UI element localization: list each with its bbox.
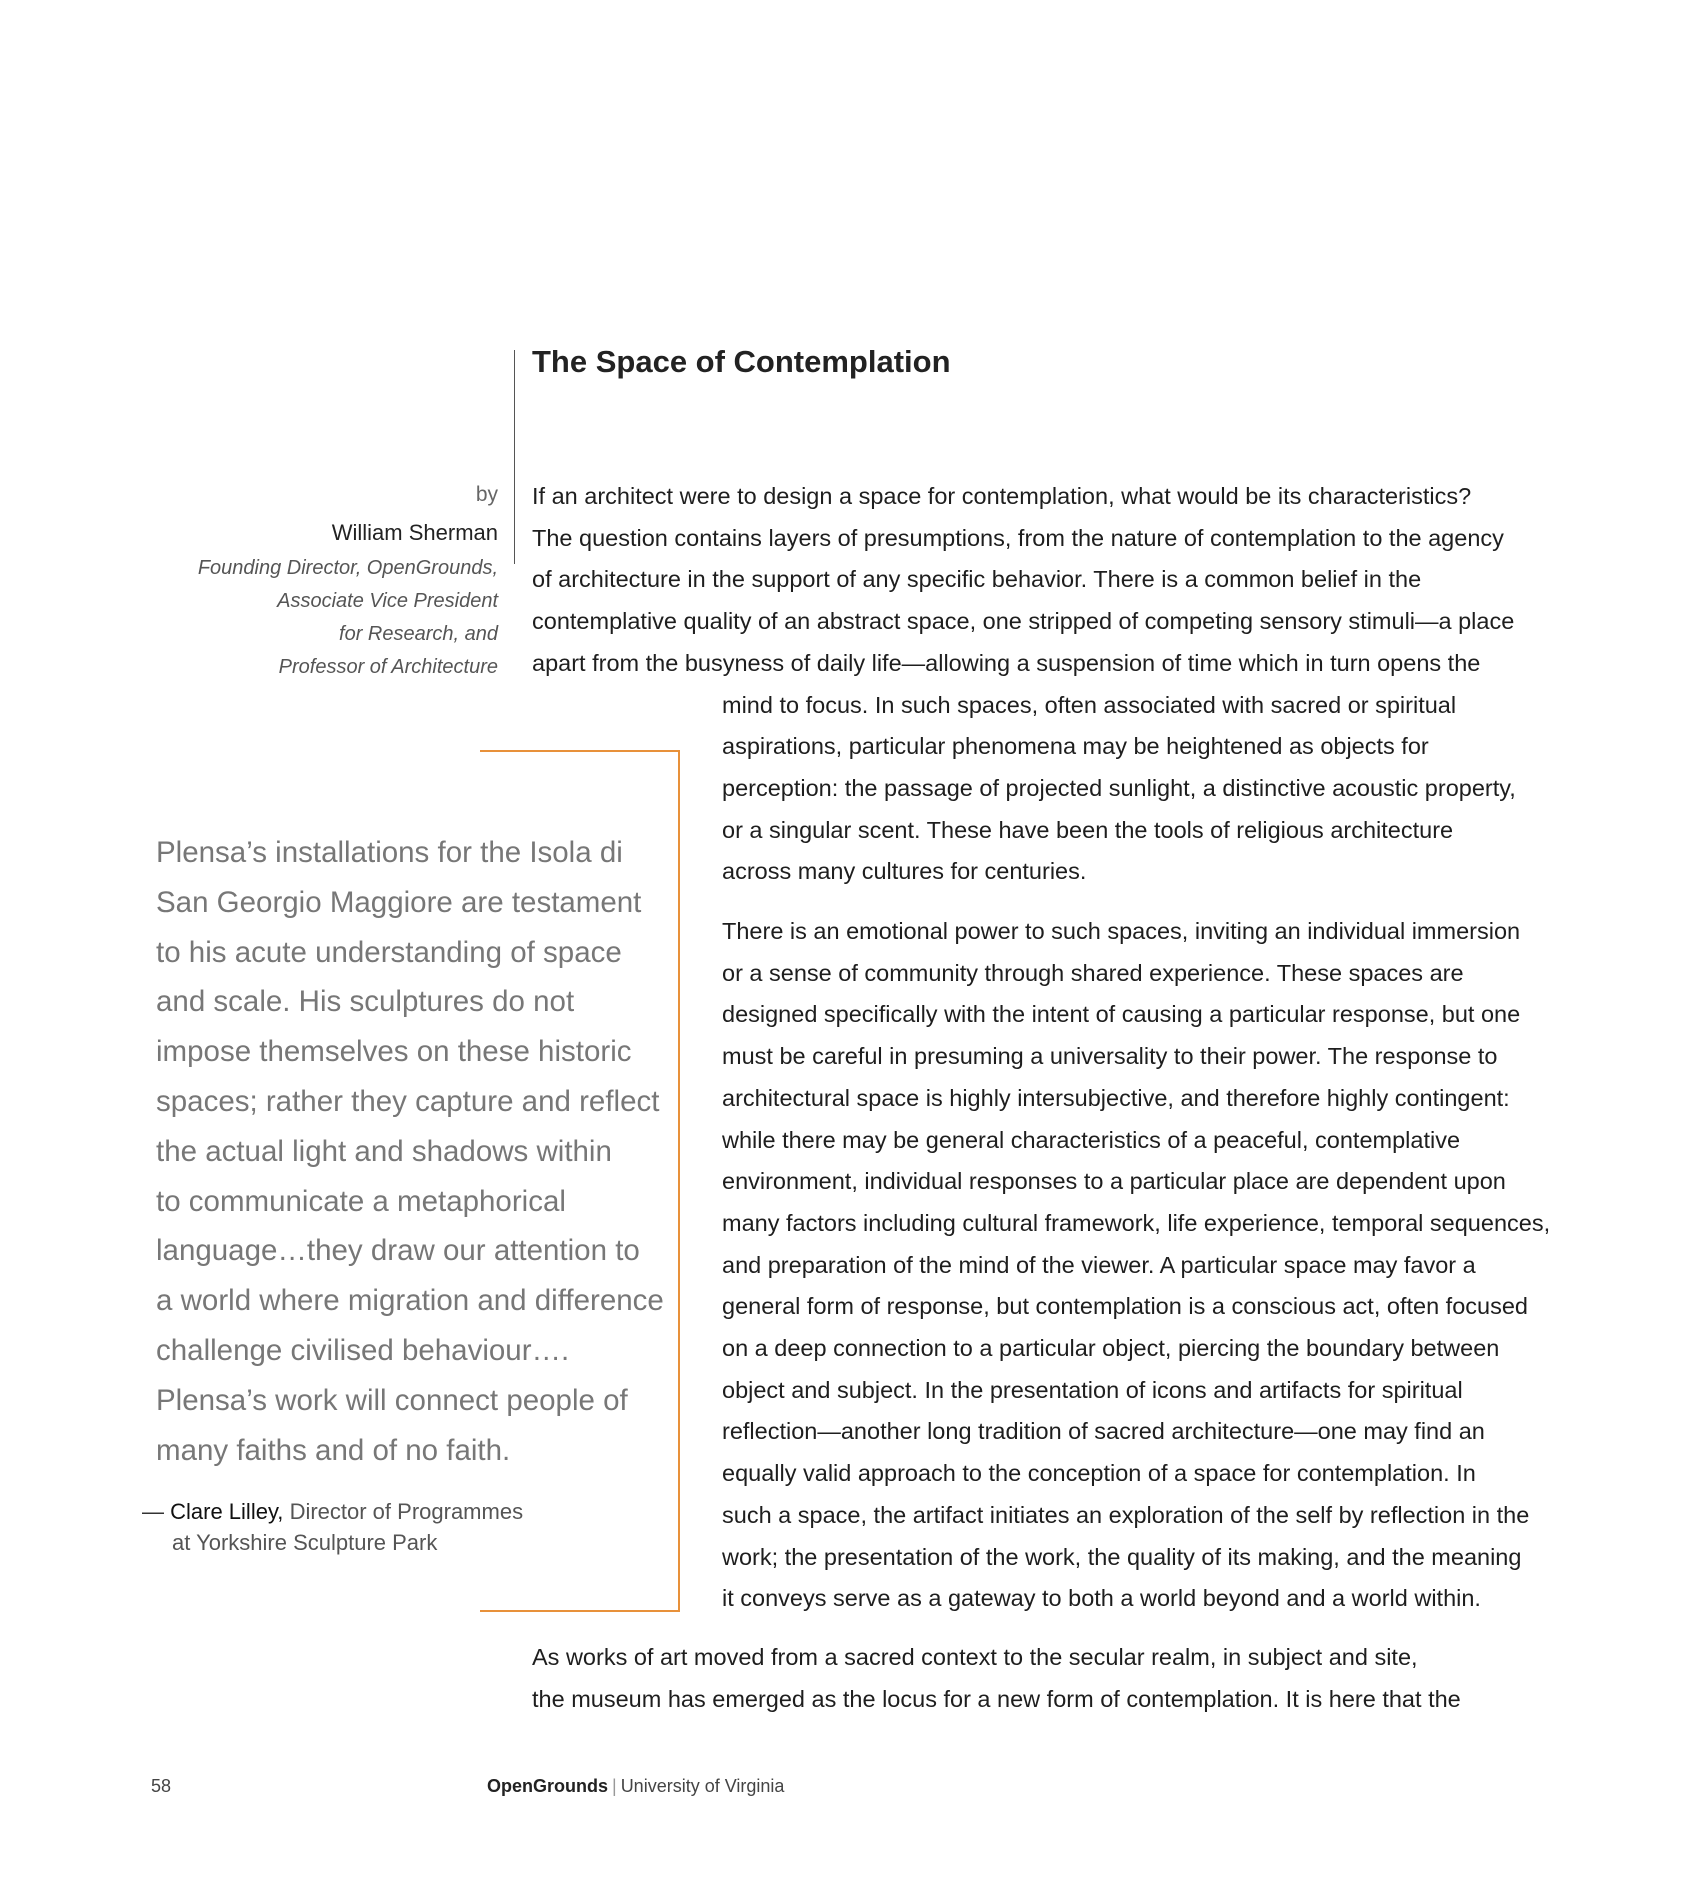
pullquote-line: many faiths and of no faith.: [156, 1433, 511, 1467]
pullquote-line: Plensa’s work will connect people of: [156, 1383, 628, 1417]
body-line: and preparation of the mind of the viewer. A particular space may favor a: [722, 1251, 1476, 1278]
body-line: The question contains layers of presumptions, from the nature of contemplation to the agency: [532, 524, 1504, 551]
body-line: mind to focus. In such spaces, often associated with sacred or spiritual: [722, 691, 1457, 718]
pullquote-line: Plensa’s installations for the Isola di: [156, 836, 623, 869]
body-line: reflection—another long tradition of sacred architecture—one may find an: [722, 1418, 1485, 1445]
body-line: aspirations, particular phenomena may be heightened as objects for: [722, 733, 1429, 760]
body-line: or a sense of community through shared experience. These spaces are: [722, 959, 1464, 986]
byline-by: by: [475, 483, 498, 506]
body-line: or a singular scent. These have been the tools of religious architecture: [722, 816, 1454, 843]
byline: [150, 476, 498, 684]
body-line: general form of response, but contemplation is a conscious act, often focused: [722, 1293, 1528, 1320]
article-title: The Space of Contemplation: [532, 344, 951, 379]
pullquote-line: impose themselves on these historic: [156, 1035, 632, 1069]
body-line: across many cultures for centuries.: [722, 858, 1087, 885]
body-paragraph-2: [722, 911, 1550, 1620]
author-role-line: Professor of Architecture: [278, 656, 498, 678]
body-line: If an architect were to design a space for contemplation, what would be its characteristics?: [532, 483, 1472, 509]
running-footer: [487, 1776, 784, 1797]
pullquote-line: to his acute understanding of space: [156, 935, 622, 969]
pullquote-line: and scale. His sculptures do not: [156, 985, 575, 1019]
author-name: William Sherman: [331, 520, 498, 545]
pullquote-line: language…they draw our attention to: [156, 1234, 640, 1268]
page-number: 58: [151, 1776, 172, 1796]
body-line: such a space, the artifact initiates an exploration of the self by reflection in the: [722, 1501, 1530, 1528]
attribution-name: Clare Lilley,: [170, 1499, 284, 1524]
body-line: of architecture in the support of any specific behavior. There is a common belief in the: [532, 566, 1422, 593]
pullquote: [156, 828, 664, 1475]
body-line: it conveys serve as a gateway to both a world beyond and a world within.: [722, 1585, 1481, 1612]
author-role-line: Founding Director, OpenGrounds,: [197, 557, 498, 579]
publication-name: OpenGrounds: [487, 1776, 608, 1796]
attribution-role-continued: at Yorkshire Sculpture Park: [172, 1530, 438, 1555]
body-line: object and subject. In the presentation of icons and artifacts for spiritual: [722, 1376, 1463, 1403]
body-line: the museum has emerged as the locus for a new form of contemplation. It is here that the: [532, 1685, 1461, 1712]
body-line: work; the presentation of the work, the quality of its making, and the meaning: [722, 1543, 1522, 1570]
body-line: must be careful in presuming a universality to their power. The response to: [722, 1043, 1498, 1070]
attribution-dash: —: [142, 1499, 164, 1524]
pullquote-line: to communicate a metaphorical: [156, 1184, 566, 1218]
author-role-line: for Research, and: [339, 623, 498, 645]
body-line: environment, individual responses to a particular place are dependent upon: [722, 1168, 1506, 1195]
body-line: many factors including cultural framework, life experience, temporal sequences,: [722, 1209, 1551, 1236]
body-line: while there may be general characteristics of a peaceful, contemplative: [722, 1126, 1461, 1153]
body-line: architectural space is highly intersubjective, and therefore highly contingent:: [722, 1084, 1510, 1111]
body-line: As works of art moved from a sacred context to the secular realm, in subject and site,: [532, 1644, 1418, 1670]
body-line: equally valid approach to the conception of a space for contemplation. In: [722, 1460, 1476, 1487]
author-role-line: Associate Vice President: [277, 590, 498, 612]
body-line: contemplative quality of an abstract space, one stripped of competing sensory stimuli—a place: [532, 608, 1515, 635]
title-divider-rule: [514, 350, 515, 564]
body-line: perception: the passage of projected sunlight, a distinctive acoustic property,: [722, 774, 1516, 801]
body-paragraph-3: [532, 1637, 1461, 1720]
footer-separator: |: [612, 1776, 617, 1796]
pullquote-line: challenge civilised behaviour….: [156, 1333, 570, 1367]
institution-name: University of Virginia: [620, 1776, 785, 1796]
pullquote-attribution: [142, 1496, 523, 1558]
body-line: designed specifically with the intent of causing a particular response, but one: [722, 1001, 1521, 1028]
body-line: There is an emotional power to such spaces, inviting an individual immersion: [722, 918, 1521, 944]
pullquote-line: a world where migration and difference: [156, 1284, 664, 1318]
pullquote-line: San Georgio Maggiore are testament: [156, 885, 642, 919]
body-line: on a deep connection to a particular object, piercing the boundary between: [722, 1335, 1500, 1362]
pullquote-line: spaces; rather they capture and reflect: [156, 1084, 660, 1118]
pullquote-line: the actual light and shadows within: [156, 1134, 612, 1168]
attribution-role: Director of Programmes: [289, 1499, 524, 1524]
body-line: apart from the busyness of daily life—allowing a suspension of time which in turn opens the: [532, 649, 1481, 676]
